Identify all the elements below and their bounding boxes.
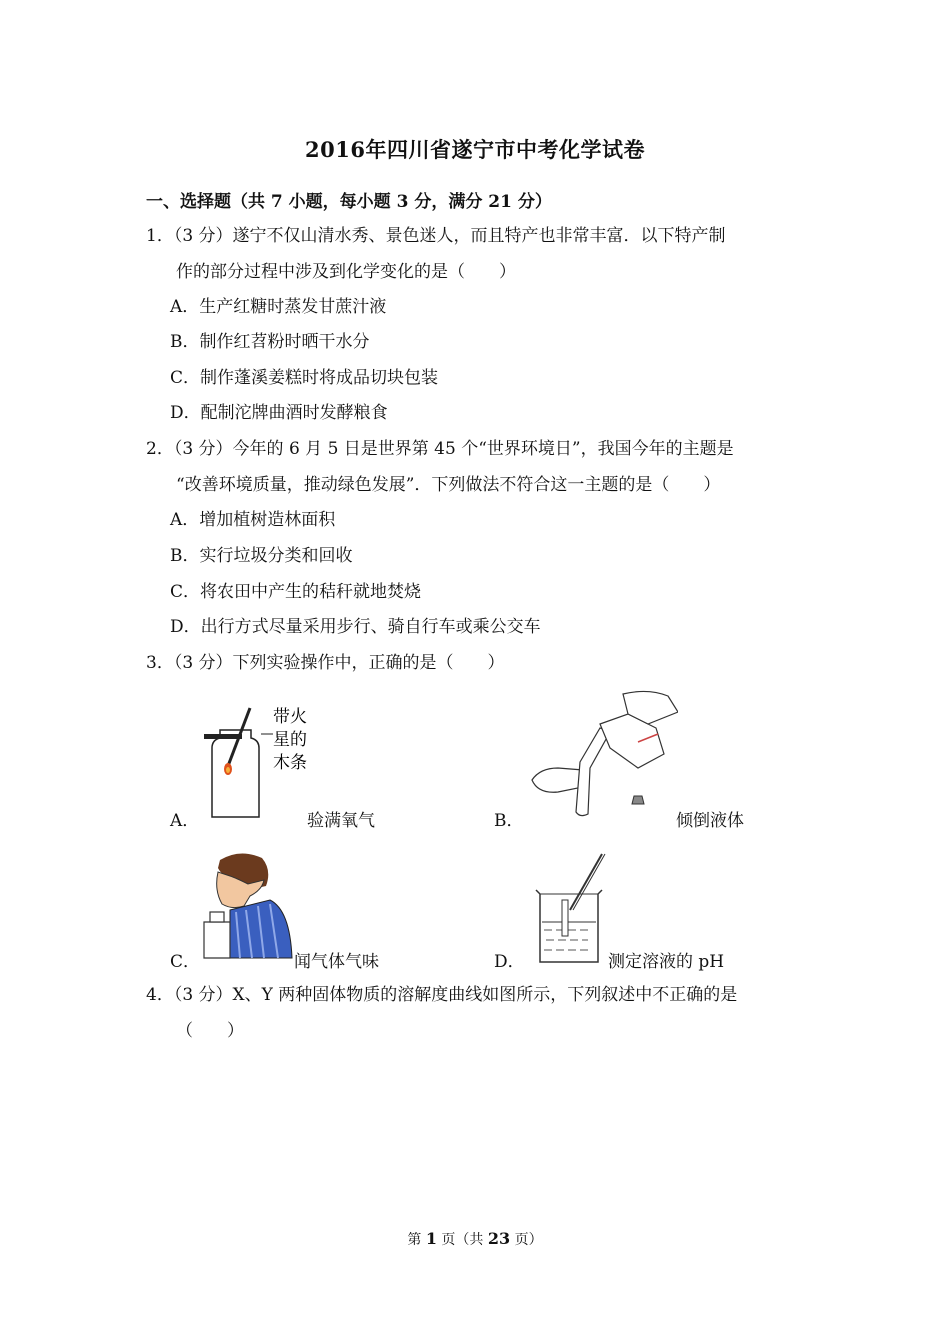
footer-total-pages: 23 — [487, 1229, 511, 1248]
option-c-label: 闻气体气味 — [294, 952, 379, 972]
figure-a-label-1: 带火 — [273, 707, 307, 727]
option-a-label: 验满氧气 — [307, 811, 375, 831]
question-1-line-1: 1．（3 分）遂宁不仅山清水秀、景色迷人，而且特产也非常丰富．以下特产制 — [146, 226, 726, 246]
ph-test-figure — [528, 850, 608, 968]
question-4-line-1: 4．（3 分）X、Y 两种固体物质的溶解度曲线如图所示，下列叙述中不正确的是 — [146, 985, 738, 1005]
option-d-label: 测定溶液的 pH — [608, 952, 725, 972]
figure-a-label-3: 木条 — [273, 753, 307, 773]
option-b-letter: B． — [494, 811, 524, 831]
question-2-option-a: A．增加植树造林面积 — [170, 510, 336, 530]
question-1-option-a: A．生产红糖时蒸发甘蔗汁液 — [170, 297, 387, 317]
option-d-letter: D． — [494, 952, 525, 972]
question-1-option-d: D．配制沱牌曲酒时发酵粮食 — [170, 403, 388, 423]
question-2-option-d: D．出行方式尽量采用步行、骑自行车或乘公交车 — [170, 617, 541, 637]
question-2-option-c: C．将农田中产生的秸秆就地焚烧 — [170, 582, 422, 602]
option-b-label: 倾倒液体 — [676, 811, 744, 831]
page-title: 2016年四川省遂宁市中考化学试卷 — [305, 137, 645, 162]
question-1-option-c: C．制作蓬溪姜糕时将成品切块包装 — [170, 368, 439, 388]
question-1-option-b: B．制作红苕粉时晒干水分 — [170, 332, 370, 352]
option-c-letter: C． — [170, 952, 201, 972]
oxygen-bottle-figure — [195, 700, 320, 822]
section-heading: 一、选择题（共 7 小题，每小题 3 分，满分 21 分） — [146, 192, 552, 212]
figure-a-label-2: 星的 — [273, 730, 307, 750]
smelling-gas-figure — [200, 850, 295, 960]
footer-prefix: 第 — [407, 1232, 426, 1248]
page-footer — [0, 1229, 950, 1249]
footer-suffix: 页） — [510, 1232, 543, 1248]
question-2-line-2: “改善环境质量，推动绿色发展”．下列做法不符合这一主题的是（ ） — [176, 475, 721, 495]
question-3-line-1: 3．（3 分）下列实验操作中，正确的是（ ） — [146, 653, 505, 673]
question-2-line-1: 2．（3 分）今年的 6 月 5 日是世界第 45 个“世界环境日”，我国今年的主题是 — [146, 439, 734, 459]
pouring-liquid-figure — [528, 684, 678, 820]
question-1-line-2: 作的部分过程中涉及到化学变化的是（ ） — [176, 262, 516, 282]
option-a-letter: A． — [170, 811, 200, 831]
footer-middle: 页（共 — [436, 1232, 488, 1248]
question-2-option-b: B．实行垃圾分类和回收 — [170, 546, 353, 566]
question-4-line-2: （ ） — [176, 1021, 244, 1041]
footer-page-number: 1 — [425, 1229, 437, 1248]
